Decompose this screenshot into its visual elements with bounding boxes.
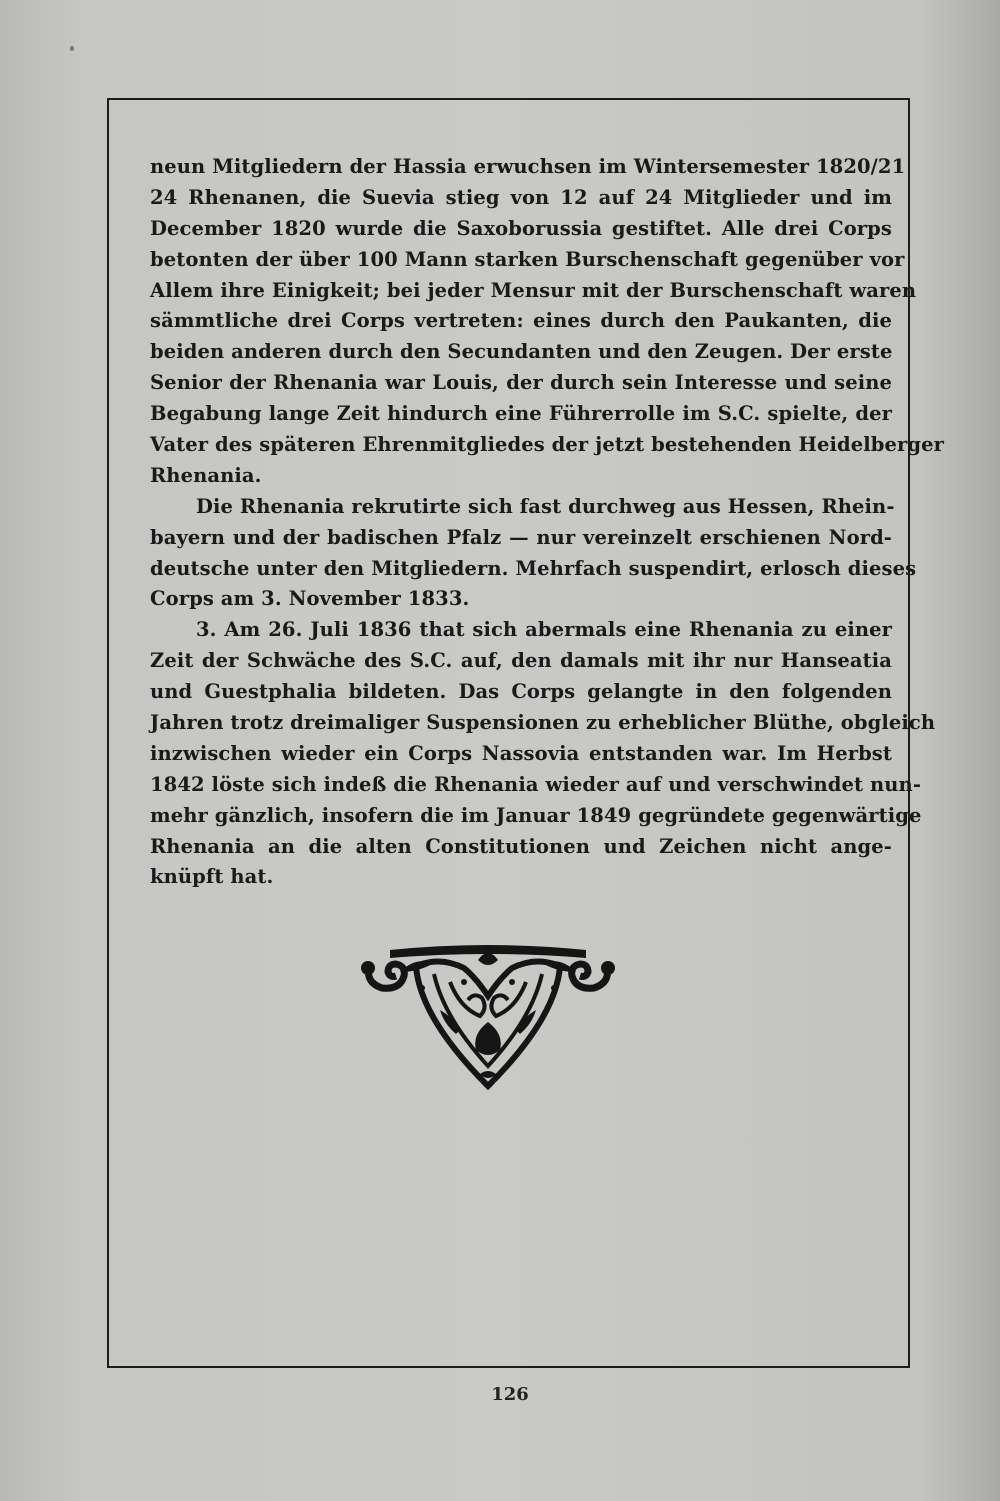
text-line: Senior der Rhenania war Louis, der durch sein Interesse und seine (150, 371, 892, 395)
page-number: 126 (491, 1384, 529, 1405)
floral-vignette-ornament-icon (360, 938, 616, 1090)
text-line: Die Rhenania rekrutirte sich fast durchweg aus Hessen, Rhein- (196, 494, 895, 518)
text-line: neun Mitgliedern der Hassia erwuchsen im Wintersemester 1820/21 (150, 155, 906, 178)
text-line: beiden anderen durch den Secundanten und den Zeugen. Der erste (150, 340, 893, 364)
text-line: inzwischen wieder ein Corps Nassovia entstanden war. Im Herbst (150, 741, 892, 765)
text-line: und Guestphalia bildeten. Das Corps gelangte in den folgenden (150, 680, 892, 704)
text-line: December 1820 wurde die Saxoborussia gestiftet. Alle drei Corps (150, 216, 892, 240)
text-line: Vater des späteren Ehrenmitgliedes der jetzt bestehenden Heidelberger (150, 433, 945, 457)
body-text (150, 152, 945, 893)
text-line: Rhenania an die alten Constitutionen und Zeichen nicht ange- (150, 834, 892, 858)
text-line: Rhenania. (150, 463, 262, 487)
text-line: betonten der über 100 Mann starken Burschenschaft gegenüber vor (150, 247, 905, 271)
text-line: Corps am 3. November 1833. (150, 587, 470, 611)
text-line: mehr gänzlich, insofern die im Januar 1849 gegründete gegenwärtige (150, 803, 922, 827)
text-line: 1842 löste sich indeß die Rhenania wieder auf und verschwindet nun- (150, 772, 922, 796)
text-line: Allem ihre Einigkeit; bei jeder Mensur mit der Burschenschaft waren (150, 278, 917, 302)
text-line: bayern und der badischen Pfalz — nur vereinzelt erschienen Nord- (150, 525, 892, 549)
text-line: Zeit der Schwäche des S.C. auf, den damals mit ihr nur Hanseatia (150, 649, 892, 673)
text-line: 24 Rhenanen, die Suevia stieg von 12 auf 24 Mitglieder und im (150, 185, 892, 209)
text-line: Jahren trotz dreimaliger Suspensionen zu erheblicher Blüthe, obgleich (150, 711, 936, 735)
text-line: deutsche unter den Mitgliedern. Mehrfach suspendirt, erlosch dieses (150, 556, 917, 580)
paper-speck (70, 46, 74, 51)
text-line: knüpft hat. (150, 865, 274, 889)
text-line: 3. Am 26. Juli 1836 that sich abermals eine Rhenania zu einer (196, 618, 892, 642)
text-line: sämmtliche drei Corps vertreten: eines durch den Paukanten, die (150, 309, 892, 333)
text-line: Begabung lange Zeit hindurch eine Führerrolle im S.C. spielte, der (150, 402, 892, 426)
